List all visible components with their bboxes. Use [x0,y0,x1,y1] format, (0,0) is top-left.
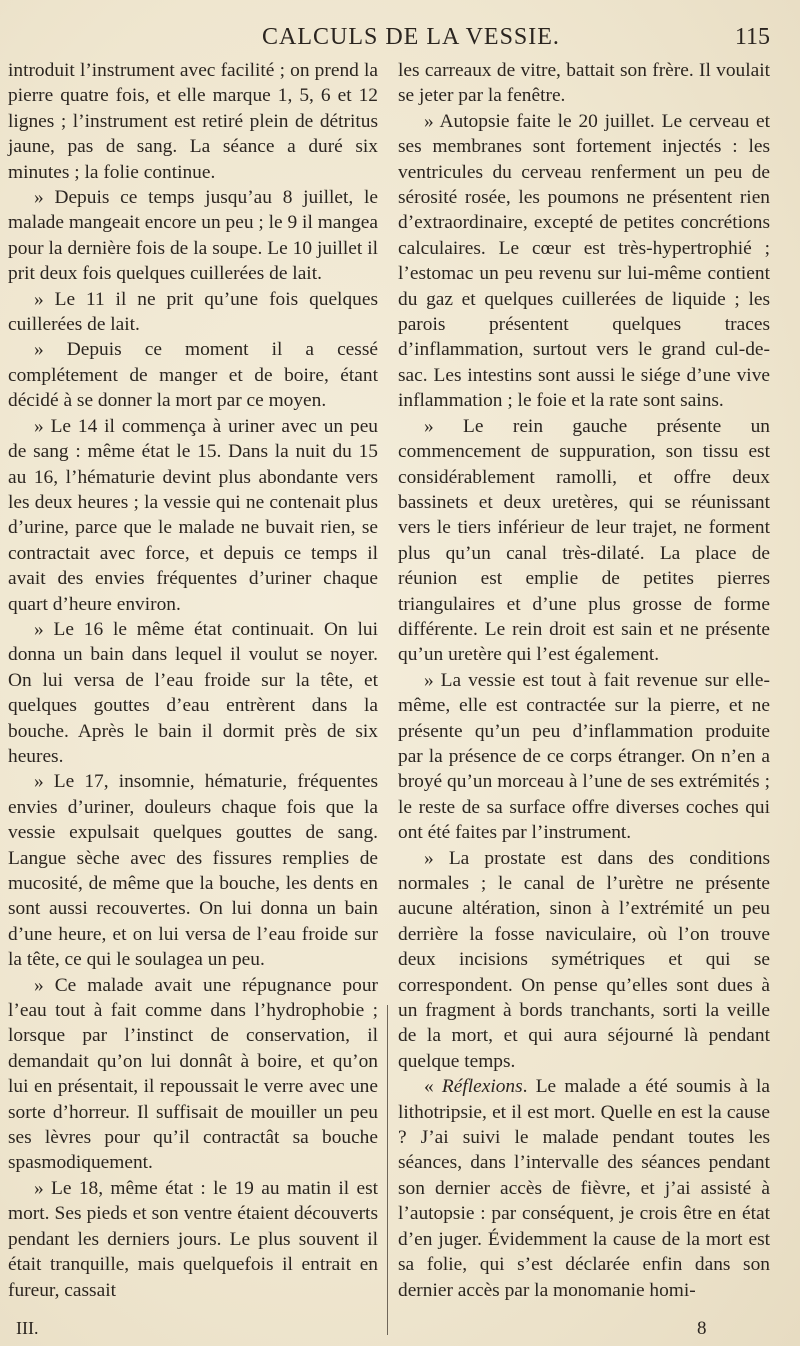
paragraph-reflexions [398,1074,770,1303]
paragraph: » Autopsie faite le 20 juillet. Le cerveau et ses membranes sont fortement injectés : les ventricules du cerveau renferment un peu de sérosité rosée, les poumons ne présentent rien d’extraordinaire, excepté de petites concrétions calculaires. Le cœur est très-hypertrophié ; l’estomac un peu revenu sur lui-même contient du gaz et quelques cuillerées de liquide ; les parois présentent quelques traces d’inflammation, surtout vers le grand cul-de-sac. Les intestins sont aussi le siége d’une vive inflammation ; le foie et la rate sont sains. [398,110,770,412]
reflexions-text: . Le malade a été soumis à la lithotripsie, et il est mort. Quelle en est la cause ? J’ai suivi le malade pendant toutes les séances, dans l’intervalle des séances pendant son dernier accès de fièvre, et j’ai assisté à l’autopsie : par conséquent, je crois être en état d’en juger. Évidemment la cause de la mort est sa folie, qui s’est déclarée enfin dans son dernier accès par la monomanie homi- [398,1076,770,1301]
paragraph: » Le 18, même état : le 19 au matin il est mort. Ses pieds et son ventre étaient découverts pendant les derniers jours. Le plus souvent il était tranquille, mais quelquefois il entrait en fureur, cassait [8,1177,378,1301]
column-divider [387,1005,388,1335]
paragraph: » Ce malade avait une répugnance pour l’eau tout à fait comme dans l’hydrophobie ; lorsque par l’instinct de conservation, il demandait qu’on lui donnât à boire, et qu’on lui en présentait, il repoussait le verre avec une sorte d’horreur. Il suffisait de mouiller un peu ses lèvres pour qu’il contractât sa bouche spasmodiquement. [8,974,378,1174]
paragraph: » Le 17, insomnie, hématurie, fréquentes envies d’uriner, douleurs chaque fois que la vessie expulsait quelques gouttes de sang. Langue sèche avec des fissures remplies de mucosité, de même que la bouche, les dents en sont aussi recouvertes. On lui donna un bain d’une heure, et on lui versa de l’eau froide sur la tête, ce qui le soulagea un peu. [8,771,378,971]
page-number: 115 [734,24,770,50]
left-column [8,58,378,1303]
reflexions-quote: « [424,1076,442,1098]
running-head [0,18,800,58]
paragraph: » Depuis ce temps jusqu’au 8 juillet, le malade mangeait encore un peu ; le 9 il mangea pour la dernière fois de la soupe. Le 10 juillet il prit deux fois quelques cuillerées de lait. [8,187,378,285]
paragraph: » La prostate est dans des conditions normales ; le canal de l’urètre ne présente aucune altération, sinon à l’extrémité un peu derrière la fosse naviculaire, où l’on trouve deux incisions symétriques et qui se correspondent. On pense qu’elles sont dues à un fragment à bords tranchants, sorti la veille de la mort, et qui aura séjourné là pendant quelque temps. [398,847,770,1072]
paragraph: » Depuis ce moment il a cessé complétement de manger et de boire, étant décidé à se donner la mort par ce moyen. [8,339,378,412]
paragraph: » Le 11 il ne prit qu’une fois quelques cuillerées de lait. [8,288,378,336]
paragraph: » Le 14 il commença à uriner avec un peu de sang : même état le 15. Dans la nuit du 15 au 16, l’hématurie devint plus abondante vers les deux heures ; la vessie qui ne contenait plus d’urine, parce que le malade ne buvait rien, se contractait avec force, et depuis ce temps il avait des envies fréquentes d’uriner chaque quart d’heure environ. [8,415,378,615]
paragraph: » La vessie est tout à fait revenue sur elle-même, elle est contractée sur la pierre, et ne présente qu’un peu d’inflammation produite par la présence de ce corps étranger. On n’en a broyé qu’un morceau à l’une de ses extrémités ; le reste de sa surface offre diverses coches qui ont été faites par l’instrument. [398,669,770,844]
paragraph: » Le rein gauche présente un commencement de suppuration, son tissu est considérablement ramolli, et offre deux bassinets et deux uretères, qui se réunissant vers le tiers inférieur de leur trajet, ne forment plus qu’un canal très-dilaté. La place de réunion est emplie de petites pierres triangulaires et d’une plus grosse de forme différente. Le rein droit est sain et ne présente qu’un uretère qui l’est également. [398,415,770,666]
right-column [398,58,770,1303]
running-head-title: CALCULS DE LA VESSIE. [262,24,560,50]
reflexions-heading: Réflexions [441,1076,523,1098]
paragraph: les carreaux de vitre, battait son frère. Il voulait se jeter par la fenêtre. [398,60,770,107]
paragraph: introduit l’instrument avec facilité ; on prend la pierre quatre fois, et elle marque 1, 5, 6 et 12 lignes ; l’instrument est retiré plein de détritus jaune, pas de sang. La séance a duré six minutes ; la folie continue. [8,60,378,183]
signature-mark-volume: III. [16,1318,39,1338]
signature-mark-gathering: 8 [697,1318,707,1339]
paragraph: » Le 16 le même état continuait. On lui donna un bain dans lequel il voulut se noyer. On lui versa de l’eau froide sur la tête, et quelques gouttes d’eau entrèrent dans la bouche. Après le bain il dormit près de six heures. [8,618,378,767]
